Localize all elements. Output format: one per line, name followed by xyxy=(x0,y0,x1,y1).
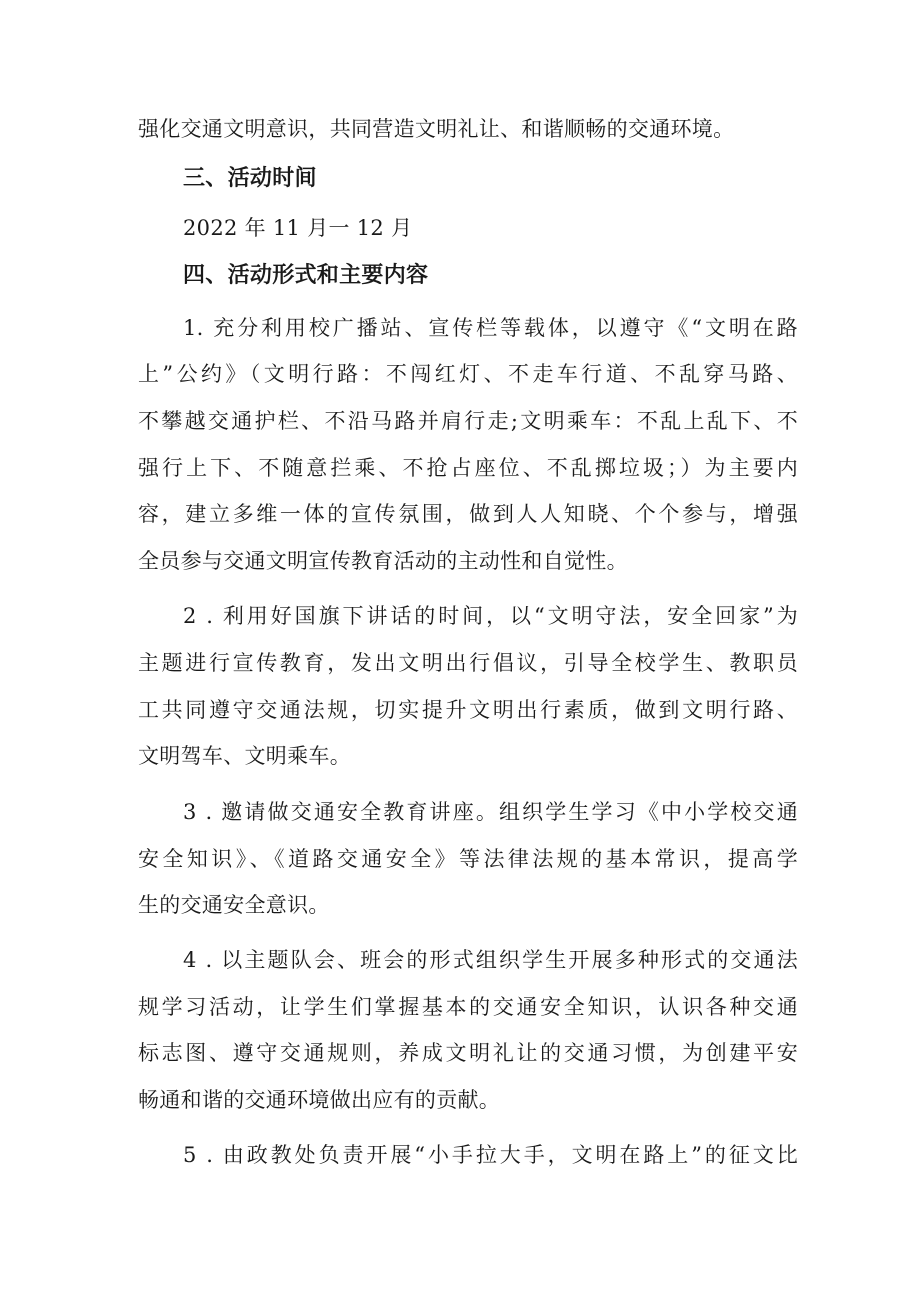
paragraph-end-line: 强化交通文明意识，共同营造文明礼让、和谐顺畅的交通环境。 xyxy=(138,117,735,141)
item-4-line-4: 畅通和谐的交通环境做出应有的贡献。 xyxy=(138,1088,501,1112)
item-4-line-3: 标志图、遵守交通规则，养成文明礼让的交通习惯，为创建平安 xyxy=(138,1041,798,1065)
item-1-line-6: 全员参与交通文明宣传教育活动的主动性和自觉性。 xyxy=(138,549,628,573)
section-heading-activity-content: 四、活动形式和主要内容 xyxy=(183,263,429,288)
item-5-line-1: 5 . 由政教处负责开展“小手拉大手，文明在路上”的征文比 xyxy=(183,1143,798,1167)
item-4-line-1: 4 . 以主题队会、班会的形式组织学生开展多种形式的交通法 xyxy=(183,948,798,972)
item-2-line-4: 文明驾车、文明乘车。 xyxy=(138,744,351,768)
section-heading-activity-time: 三、活动时间 xyxy=(183,166,317,191)
item-2-line-1: 2 . 利用好国旗下讲话的时间，以“文明守法，安全回家”为 xyxy=(183,604,798,628)
item-3-line-3: 生的交通安全意识。 xyxy=(138,893,330,917)
item-4-line-2: 规学习活动，让学生们掌握基本的交通安全知识，认识各种交通 xyxy=(138,995,798,1019)
item-2-line-3: 工共同遵守交通法规，切实提升文明出行素质，做到文明行路、 xyxy=(138,698,798,722)
item-1-line-3: 不攀越交通护栏、不沿马路并肩行走;文明乘车：不乱上乱下、不 xyxy=(138,409,798,433)
item-1-line-2: 上”公约》（文明行路：不闯红灯、不走车行道、不乱穿马路、 xyxy=(138,362,798,386)
item-1-line-5: 容，建立多维一体的宣传氛围，做到人人知晓、个个参与，增强 xyxy=(138,502,798,526)
item-3-line-2: 安全知识》、《道路交通安全》等法律法规的基本常识，提高学 xyxy=(138,847,798,871)
item-1-line-4: 强行上下、不随意拦乘、不抢占座位、不乱掷垃圾；）为主要内 xyxy=(138,456,798,480)
item-2-line-2: 主题进行宣传教育，发出文明出行倡议，引导全校学生、教职员 xyxy=(138,651,798,675)
item-1-line-1: 1. 充分利用校广播站、宣传栏等载体，以遵守《“文明在路 xyxy=(183,316,798,340)
activity-date-range: 2022 年 11 月一 12 月 xyxy=(183,216,413,240)
item-3-line-1: 3 . 邀请做交通安全教育讲座。组织学生学习《中小学校交通 xyxy=(183,800,798,824)
